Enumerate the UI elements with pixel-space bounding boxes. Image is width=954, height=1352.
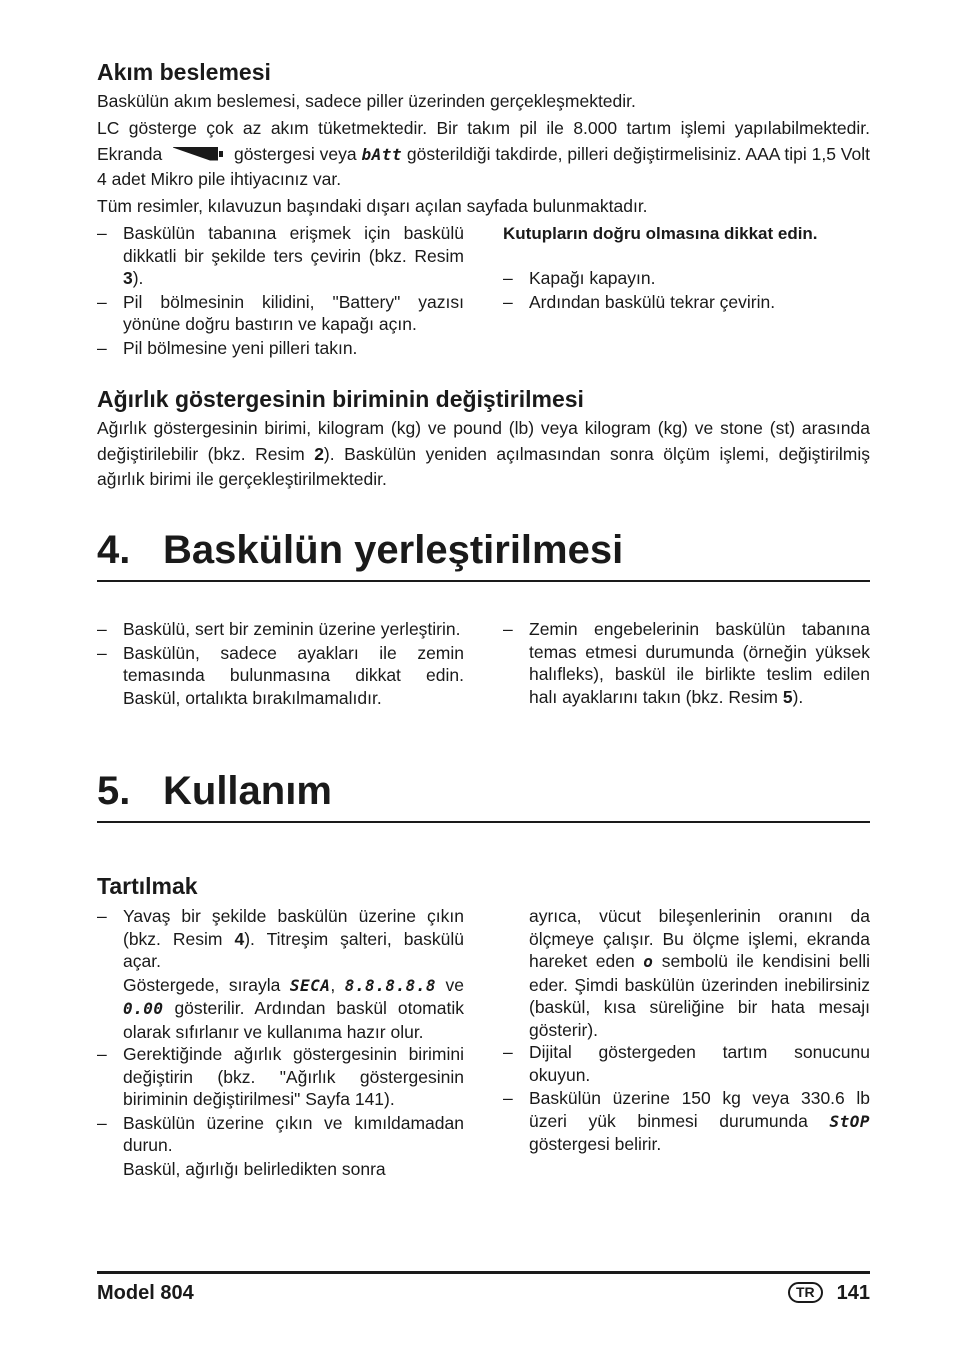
weighing-heading: Tartılmak	[97, 873, 198, 899]
power-intro: Baskülün akım beslemesi, sadece piller üzerinden gerçekleşmektedir.	[97, 91, 636, 111]
zero-display-code: 0.00	[123, 999, 164, 1018]
batt-display-code: bAtt	[361, 144, 402, 164]
language-badge: TR	[788, 1282, 823, 1303]
power-heading: Akım beslemesi	[97, 59, 271, 85]
section-5-title: 5. Kullanım	[97, 769, 332, 813]
power-paragraph: LC gösterge çok az akım tüketmektedir. Bir takım pil ile 8.000 tartım işlemi yapılabilmektedir. Ekranda göstergesi veya bAtt gösterildiği takdirde, pilleri değiştirmelisiniz. AAA tipi 1,5 Volt 4 adet Mikro pile ihtiyacınız var.	[97, 118, 870, 189]
stop-display-code: StOP	[829, 1111, 870, 1131]
section-4-title: 4. Baskülün yerleştirilmesi	[97, 528, 624, 572]
analysis-text: ayrıca, vücut bileşenlerinin oranını da ölçmeye çalışır. Bu ölçme işlemi, ekranda hareket eden o sembolü ile kendisini belli eder. Şimdi baskülün üzerinden inebilirsiniz (baskül, kısa süreliğine bir hata mesajı gösterir).	[529, 906, 870, 1040]
page-number: 141	[836, 1282, 870, 1304]
list-item: – Baskülün tabanına erişmek için baskülü dikkatli bir şekilde ters çevirin (bkz. Resim 3).	[97, 223, 464, 288]
section-5-rule	[97, 821, 870, 823]
figures-note: Tüm resimler, kılavuzun başındaki dışarı açılan sayfada bulunmaktadır.	[97, 196, 648, 216]
list-item: – Baskülün üzerine 150 kg veya 330.6 lb üzeri yük binmesi durumunda StOP göstergesi belirir.	[503, 1088, 870, 1154]
unit-heading: Ağırlık göstergesinin biriminin değiştirilmesi	[97, 386, 584, 412]
seca-display-code: SECA	[289, 975, 331, 995]
list-item: – Zemin engebelerinin baskülün tabanına temas etmesi durumunda (örneğin yüksek halıfleks), baskül ile birlikte teslim edilen halı ayaklarını takın (bkz. Resim 5).	[503, 619, 870, 707]
list-item: – Pil bölmesine yeni pilleri takın.	[97, 337, 358, 358]
list-item: – Baskülün, sadece ayakları ile zemin temasında bulunmasına dikkat edin. Baskül, ortalıkta bırakılmamalıdır.	[97, 642, 464, 708]
moving-symbol-icon: o	[643, 952, 654, 971]
section-4-rule	[97, 580, 870, 582]
list-item: – Yavaş bir şekilde baskülün üzerine çıkın (bkz. Resim 4). Titreşim şalteri, baskülü açar.	[97, 906, 465, 971]
list-item: – Dijital göstergeden tartım sonucunu okuyun.	[503, 1042, 870, 1085]
weighing-right	[503, 905, 870, 1157]
unit-paragraph: Ağırlık göstergesinin birimi, kilogram (kg) ve pound (lb) veya kilogram (kg) ve stone (st) arasında değiştirilebilir (bkz. Resim 2). Baskülün yeniden açılmasından sonra ölçüm işlemi, değiştirilmiş ağırlık birimi ile gerçekleştirilmektedir.	[97, 418, 870, 489]
list-item: – Baskülü, sert bir zeminin üzerine yerleştirin.	[97, 619, 461, 639]
section-4-right	[503, 618, 870, 709]
section-4-left	[97, 618, 464, 710]
power-steps-right	[503, 222, 870, 314]
power-steps-left	[97, 222, 464, 360]
list-item: – Ardından baskülü tekrar çevirin.	[503, 291, 776, 312]
list-item: – Baskülün üzerine çıkın ve kımıldamadan durun.	[97, 1112, 464, 1155]
page-info	[788, 1282, 870, 1305]
polarity-warning: Kutupların doğru olmasına dikkat edin.	[503, 224, 818, 243]
list-item: – Pil bölmesinin kilidini, "Battery" yazısı yönüne doğru bastırın ve kapağı açın.	[97, 291, 464, 334]
segment-test-display-code: 8.8.8.8.8	[344, 975, 436, 995]
weighing-left	[97, 905, 464, 1180]
list-item: – Kapağı kapayın.	[503, 268, 656, 288]
footer-rule	[97, 1271, 870, 1274]
display-sequence-text: Göstergede, sırayla SECA, 8.8.8.8.8 ve 0.00 gösterilir. Ardından baskül otomatik olarak sıfırlanır ve kullanıma hazır olur.	[123, 974, 464, 1042]
model-label: Model 804	[97, 1282, 194, 1304]
battery-empty-icon	[173, 147, 223, 161]
list-continuation: Baskül, ağırlığı belirledikten sonra	[123, 1158, 386, 1179]
list-item: – Gerektiğinde ağırlık göstergesinin birimini değiştirin (bkz. "Ağırlık göstergesinin biriminin değiştirilmesi" Sayfa 141).	[97, 1044, 464, 1109]
